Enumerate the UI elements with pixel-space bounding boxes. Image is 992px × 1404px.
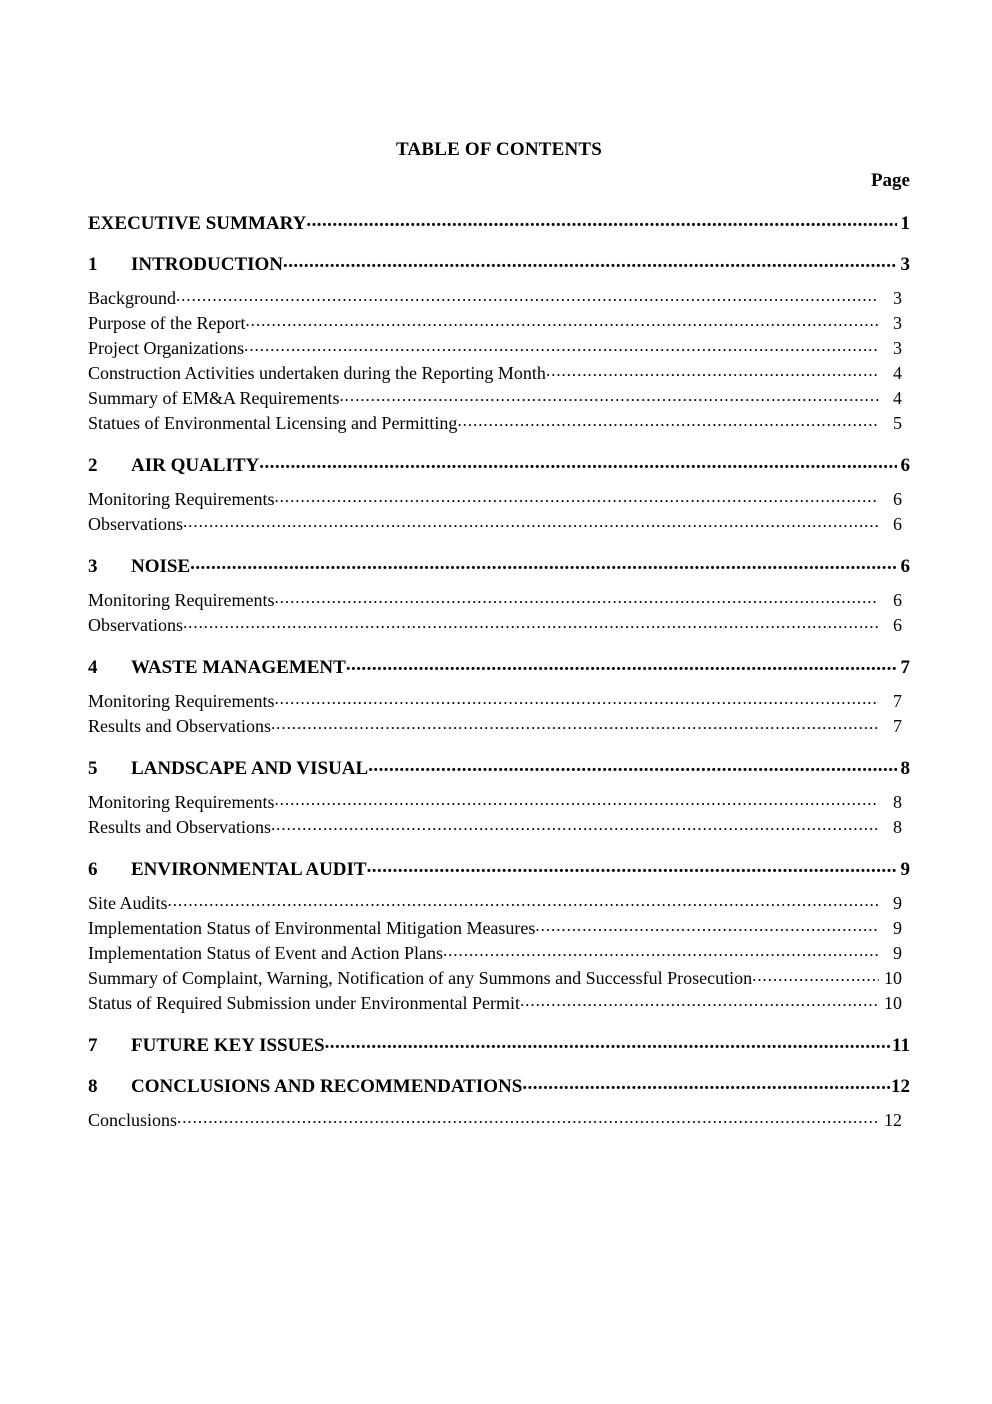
- toc-leader-dots: [752, 964, 879, 988]
- page-column-header: Page: [870, 170, 910, 191]
- toc-leader-dots: [283, 251, 897, 273]
- toc-leader-dots: [176, 284, 879, 308]
- page-title: TABLE OF CONTENTS: [395, 139, 603, 160]
- toc-entry-label: Monitoring Requirements: [88, 792, 275, 812]
- toc-entry[interactable]: [88, 386, 910, 411]
- toc-leader-dots: [325, 1032, 891, 1054]
- toc-entry-label: Background: [88, 288, 176, 308]
- toc-leader-dots: [168, 889, 879, 913]
- toc-content: [88, 138, 910, 1133]
- toc-entry-page-number: 6: [893, 615, 902, 635]
- toc-entry-page-number: 9: [900, 859, 910, 880]
- toc-entry-page-number: 3: [900, 254, 910, 275]
- toc-entry-label: AIR QUALITY: [131, 455, 260, 476]
- toc-entry-label: Observations: [88, 615, 183, 635]
- toc-leader-dots: [457, 409, 879, 433]
- toc-leader-dots: [245, 309, 879, 333]
- toc-entry-label: Implementation Status of Environmental Mitigation Measures: [88, 918, 536, 938]
- toc-entry-page-number: 11: [892, 1035, 910, 1056]
- toc-entry[interactable]: [88, 689, 910, 714]
- toc-entry-label: Purpose of the Report: [88, 313, 246, 333]
- toc-entry-page-number: 8: [893, 792, 902, 812]
- toc-entry[interactable]: [88, 556, 910, 578]
- toc-entry-label: Monitoring Requirements: [88, 590, 275, 610]
- toc-entry-label: Conclusions: [88, 1110, 178, 1130]
- toc-entry-label: Results and Observations: [88, 716, 271, 736]
- toc-entry-label: WASTE MANAGEMENT: [131, 657, 346, 678]
- toc-entry-page-number: 4: [893, 363, 902, 383]
- toc-entry-label: CONCLUSIONS AND RECOMMENDATIONS: [131, 1076, 523, 1097]
- toc-entry-page-number: 7: [893, 716, 902, 736]
- toc-entry[interactable]: [88, 1035, 910, 1057]
- toc-entry-page-number: 9: [893, 893, 902, 913]
- toc-leader-dots: [346, 654, 897, 676]
- toc-leader-dots: [522, 1073, 890, 1095]
- toc-entry[interactable]: [88, 336, 910, 361]
- toc-entry-label: Implementation Status of Event and Action Plans: [88, 943, 443, 963]
- toc-entry[interactable]: [88, 588, 910, 613]
- toc-entry[interactable]: [88, 991, 910, 1016]
- toc-entry[interactable]: [88, 487, 910, 512]
- toc-entry-page-number: 12: [884, 1110, 902, 1130]
- toc-entry-label: Summary of Complaint, Warning, Notification of any Summons and Successful Prosecution: [88, 968, 753, 988]
- toc-leader-dots: [339, 384, 879, 408]
- toc-leader-dots: [190, 553, 897, 575]
- toc-leader-dots: [244, 334, 879, 358]
- toc-entry-label: Site Audits: [88, 893, 168, 913]
- toc-leader-dots: [274, 788, 879, 812]
- toc-entry-page-number: 10: [884, 968, 902, 988]
- toc-entry[interactable]: [88, 613, 910, 638]
- toc-leader-dots: [271, 712, 879, 736]
- toc-entry[interactable]: [88, 361, 910, 386]
- toc-entry-number: 4: [88, 657, 98, 678]
- toc-entry-page-number: 5: [893, 413, 902, 433]
- toc-leader-dots: [306, 210, 897, 232]
- toc-leader-dots: [271, 813, 879, 837]
- toc-leader-dots: [274, 485, 879, 509]
- toc-entry[interactable]: [88, 455, 910, 477]
- toc-leader-dots: [183, 510, 879, 534]
- toc-entry-label: Statues of Environmental Licensing and Permitting: [88, 413, 458, 433]
- toc-entry-page-number: 8: [893, 817, 902, 837]
- toc-entry-number: 3: [88, 556, 98, 577]
- toc-entry[interactable]: [88, 213, 910, 235]
- toc-entry-number: 6: [88, 859, 98, 880]
- toc-entry-label: Observations: [88, 514, 183, 534]
- toc-entry-label: Status of Required Submission under Environmental Permit: [88, 993, 520, 1013]
- toc-leader-dots: [520, 989, 879, 1013]
- toc-entry-page-number: 4: [893, 388, 902, 408]
- toc-entry[interactable]: [88, 657, 910, 679]
- toc-entry[interactable]: [88, 815, 910, 840]
- toc-entry[interactable]: [88, 714, 910, 739]
- toc-entry-page-number: 6: [900, 556, 910, 577]
- toc-entry-page-number: 9: [893, 943, 902, 963]
- toc-entry[interactable]: [88, 311, 910, 336]
- toc-entry[interactable]: [88, 512, 910, 537]
- toc-entry-label: Monitoring Requirements: [88, 691, 275, 711]
- toc-leader-dots: [274, 586, 879, 610]
- toc-entry-label: FUTURE KEY ISSUES: [131, 1035, 325, 1056]
- toc-leader-dots: [443, 939, 879, 963]
- toc-entry-page-number: 3: [893, 313, 902, 333]
- toc-leader-dots: [535, 914, 879, 938]
- toc-entry[interactable]: [88, 891, 910, 916]
- toc-entry-label: Construction Activities undertaken during the Reporting Month: [88, 363, 546, 383]
- toc-leader-dots: [177, 1106, 879, 1130]
- toc-entry-number: 1: [88, 254, 98, 275]
- toc-entry-page-number: 6: [893, 489, 902, 509]
- toc-leader-dots: [367, 856, 897, 878]
- toc-entry-label: INTRODUCTION: [131, 254, 284, 275]
- toc-entry-page-number: 6: [893, 514, 902, 534]
- toc-entry-page-number: 6: [893, 590, 902, 610]
- toc-leader-dots: [368, 755, 897, 777]
- toc-leader-dots: [259, 452, 897, 474]
- toc-entry-number: 8: [88, 1076, 98, 1097]
- toc-entry-label: EXECUTIVE SUMMARY: [88, 213, 307, 234]
- toc-list: [88, 213, 910, 1133]
- toc-entry[interactable]: [88, 1108, 910, 1133]
- toc-entry-page-number: 8: [900, 758, 910, 779]
- toc-entry-number: 2: [88, 455, 98, 476]
- toc-entry-label: Monitoring Requirements: [88, 489, 275, 509]
- toc-leader-dots: [274, 687, 879, 711]
- toc-entry-number: 7: [88, 1035, 98, 1056]
- toc-entry-page-number: 7: [893, 691, 902, 711]
- toc-entry-page-number: 7: [900, 657, 910, 678]
- toc-entry-page-number: 3: [893, 338, 902, 358]
- toc-entry[interactable]: [88, 1076, 910, 1098]
- toc-entry[interactable]: [88, 758, 910, 780]
- toc-entry-label: NOISE: [131, 556, 191, 577]
- toc-entry[interactable]: [88, 411, 910, 436]
- toc-entry[interactable]: [88, 286, 910, 311]
- toc-entry-page-number: 3: [893, 288, 902, 308]
- toc-entry[interactable]: [88, 941, 910, 966]
- toc-entry-page-number: 6: [900, 455, 910, 476]
- toc-entry-label: LANDSCAPE AND VISUAL: [131, 758, 369, 779]
- toc-leader-dots: [546, 359, 879, 383]
- toc-entry-page-number: 10: [884, 993, 902, 1013]
- toc-leader-dots: [183, 611, 879, 635]
- toc-entry-number: 5: [88, 758, 98, 779]
- toc-entry-label: Summary of EM&A Requirements: [88, 388, 340, 408]
- toc-entry[interactable]: [88, 254, 910, 276]
- toc-entry-page-number: 9: [893, 918, 902, 938]
- toc-entry[interactable]: [88, 790, 910, 815]
- toc-entry-label: Project Organizations: [88, 338, 245, 358]
- toc-entry-page-number: 1: [900, 213, 910, 234]
- toc-entry[interactable]: [88, 916, 910, 941]
- toc-entry[interactable]: [88, 966, 910, 991]
- toc-entry-label: ENVIRONMENTAL AUDIT: [131, 859, 367, 880]
- toc-entry[interactable]: [88, 859, 910, 881]
- toc-entry-page-number: 12: [891, 1076, 910, 1097]
- toc-entry-label: Results and Observations: [88, 817, 271, 837]
